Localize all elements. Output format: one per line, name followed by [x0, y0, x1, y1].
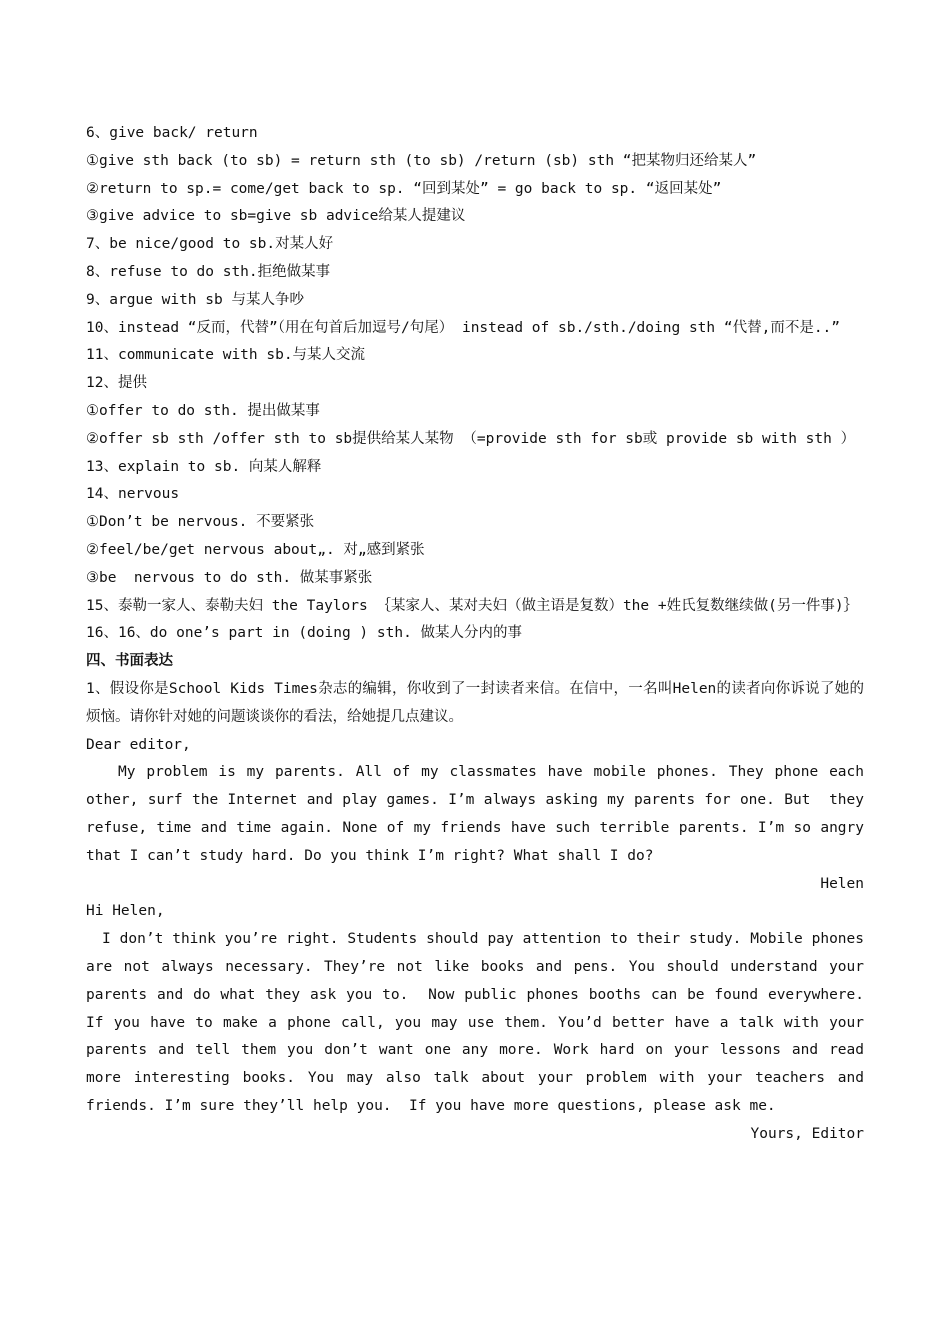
item-7: 7、be nice/good to sb.对某人好	[86, 236, 334, 253]
item-6-3: ③give advice to sb=give sb advice给某人提建议	[86, 208, 466, 225]
letter-body: My problem is my parents. All of my classmates have mobile phones. They phone each other, surf the Internet and play games. I’m always asking my parents for one. But they refuse, time and time again. None of my friends have such terrible parents. I’m so angry that I can’t study hard. Do you think I’m right? What shall I do?	[86, 764, 873, 864]
letter-signature: Helen	[820, 875, 864, 892]
item-9: 9、argue with sb 与某人争吵	[86, 291, 304, 308]
reply-body: I don’t think you’re right. Students should pay attention to their study. Mobile phones are not always necessary. They’re not like books and pens. You should understand your parents and do what they ask you to. Now public phones booths can be found everywhere. If you have to make a phone call, you may use them. You’d better have a talk with your parents and tell them you don’t want one any more. Work hard on your lessons and read more interesting books. You may also talk about your problem with your teachers and friends. I’m sure they’ll help you. If you have more questions, please ask me.	[86, 931, 873, 1114]
item-15: 15、泰勒一家人、泰勒夫妇 the Taylors ｛某家人、某对夫妇（做主语是复数）the +姓氏复数继续做(另一件事)｝	[86, 597, 859, 614]
item-6-2: ②return to sp.= come/get back to sp. “回到某处” = go back to sp. “返回某处”	[86, 180, 722, 197]
writing-task: 1、假设你是School Kids Times杂志的编辑，你收到了一封读者来信。在信中，一名叫Helen的读者向你诉说了她的烦恼。请你针对她的问题谈谈你的看法，给她提几点建议。	[86, 680, 864, 725]
item-12: 12、提供	[86, 375, 147, 392]
item-14: 14、nervous	[86, 486, 180, 503]
item-6: 6、give back/ return	[86, 125, 258, 141]
reply-signature: Yours, Editor	[750, 1125, 864, 1142]
item-6-1: ①give sth back (to sb) = return sth (to sb) /return (sb) sth “把某物归还给某人”	[86, 152, 757, 169]
item-8: 8、refuse to do sth.拒绝做某事	[86, 263, 331, 280]
reply-salutation: Hi Helen,	[86, 903, 165, 920]
item-11: 11、communicate with sb.与某人交流	[86, 347, 366, 364]
document-page	[86, 120, 873, 1148]
item-16: 16、16、do one’s part in (doing ) sth. 做某人分内的事	[86, 625, 523, 642]
item-12-2: ②offer sb sth /offer sth to sb提供给某人某物 （=provide sth for sb或 provide sb with sth ）	[86, 430, 856, 447]
item-10: 10、instead “反而，代替”（用在句首后加逗号/句尾） instead of sb./sth./doing sth “代替,而不是..”	[86, 319, 841, 336]
letter-salutation: Dear editor,	[86, 736, 191, 753]
section-heading: 四、书面表达	[86, 653, 173, 670]
item-14-1: ①Don’t be nervous. 不要紧张	[86, 514, 315, 531]
item-13: 13、explain to sb. 向某人解释	[86, 458, 322, 475]
item-14-2: ②feel/be/get nervous about„. 对„感到紧张	[86, 541, 425, 558]
item-12-1: ①offer to do sth. 提出做某事	[86, 402, 320, 419]
item-14-3: ③be nervous to do sth. 做某事紧张	[86, 569, 373, 586]
